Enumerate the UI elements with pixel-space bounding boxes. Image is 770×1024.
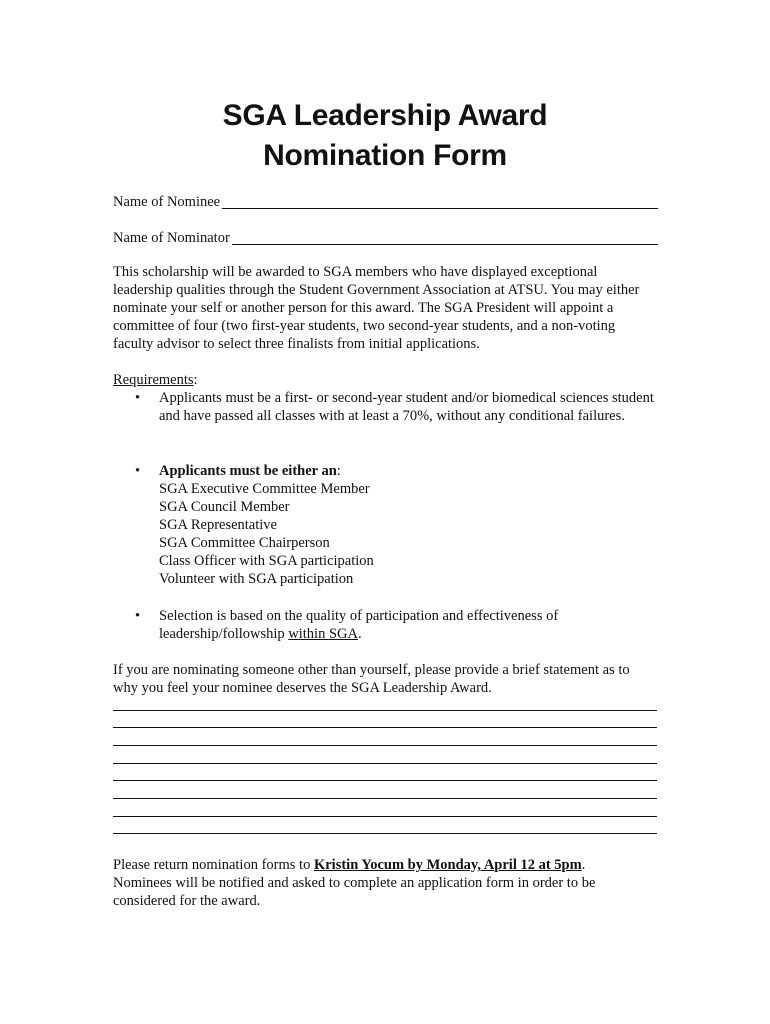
bullet-dot-icon: • bbox=[135, 463, 141, 479]
statement-line[interactable] bbox=[113, 727, 657, 728]
role-item: Volunteer with SGA participation bbox=[159, 571, 354, 587]
requirement-bullet-1 bbox=[135, 389, 655, 425]
page-title bbox=[0, 96, 770, 176]
nominee-blank-line[interactable] bbox=[222, 193, 658, 209]
statement-line[interactable] bbox=[113, 780, 657, 781]
requirement-bullet-3 bbox=[135, 607, 585, 643]
deadline-highlight: Kristin Yocum by Monday, April 12 at 5pm bbox=[313, 857, 582, 873]
title-line-1: SGA Leadership Award bbox=[222, 99, 548, 132]
requirements-colon: : bbox=[193, 372, 198, 388]
return-instructions bbox=[113, 856, 658, 910]
role-item: SGA Council Member bbox=[159, 499, 290, 515]
statement-line[interactable] bbox=[113, 816, 657, 817]
title-line-2: Nomination Form bbox=[263, 139, 507, 172]
nominator-label: Name of Nominator bbox=[113, 230, 230, 246]
intro-paragraph: This scholarship will be awarded to SGA members who have displayed exceptional leadership qualities through the Student Government Association at ATSU. You may either nominate your self or another person for this award. The SGA President will appoint a committee of four (two first-year students, two second-year students, and a non-voting faculty advisor to select three finalists from initial applications. bbox=[113, 264, 640, 352]
return-instructions-period: . bbox=[581, 857, 586, 873]
requirement-1-text: Applicants must be a first- or second-year student and/or biomedical sciences student and have passed all classes with at least a 70%, without any conditional failures. bbox=[159, 390, 654, 424]
statement-line[interactable] bbox=[113, 833, 657, 834]
requirements-label: Requirements bbox=[113, 372, 194, 388]
bullet-dot-icon: • bbox=[135, 390, 141, 406]
role-item: Class Officer with SGA participation bbox=[159, 553, 374, 569]
requirement-2-heading: Applicants must be either an bbox=[159, 463, 337, 479]
statement-line[interactable] bbox=[113, 798, 657, 799]
statement-prompt: If you are nominating someone other than yourself, please provide a brief statement as to why you feel your nominee deserves the SGA Leadership Award. bbox=[113, 662, 630, 696]
statement-line[interactable] bbox=[113, 745, 657, 746]
role-item: SGA Executive Committee Member bbox=[159, 481, 370, 497]
nominator-field[interactable] bbox=[113, 229, 658, 247]
requirement-3-text: Selection is based on the quality of participation and effectiveness of leadership/followship bbox=[159, 608, 559, 642]
requirement-bullet-2 bbox=[135, 462, 655, 588]
bullet-dot-icon: • bbox=[135, 608, 141, 624]
statement-line[interactable] bbox=[113, 710, 657, 711]
nominator-blank-line[interactable] bbox=[232, 229, 658, 245]
notification-text: Nominees will be notified and asked to complete an application form in order to be considered for the award. bbox=[113, 875, 596, 909]
requirements-heading bbox=[113, 371, 643, 389]
role-item: SGA Committee Chairperson bbox=[159, 535, 330, 551]
nominee-field[interactable] bbox=[113, 193, 658, 211]
nominee-label: Name of Nominee bbox=[113, 194, 221, 210]
role-item: SGA Representative bbox=[159, 517, 277, 533]
requirement-3-period: . bbox=[357, 626, 362, 642]
requirement-3-underlined: within SGA bbox=[288, 626, 358, 642]
requirement-2-colon: : bbox=[336, 463, 341, 479]
return-instructions-pre: Please return nomination forms to bbox=[113, 857, 314, 873]
statement-line[interactable] bbox=[113, 763, 657, 764]
